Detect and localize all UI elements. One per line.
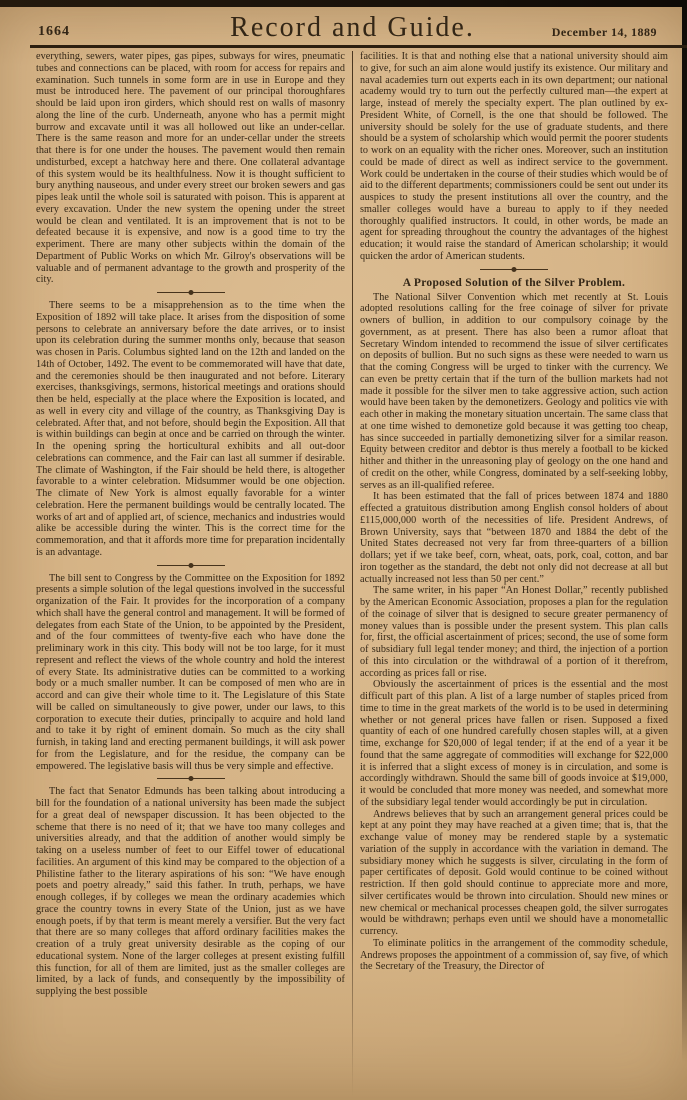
- editorial-paragraph-congress-bill: The bill sent to Congress by the Committee on the Exposition for 1892 presents a simple solution of the legal questions involved in the successful organization of the Fair. It provides for the incorporation of a company which shall have the general control and management. It will be formed of delegates from each State of the Union, to be appointed by the President, and of the four committees of twenty-five each who have done the preliminary work in this city. This body will not be too large, for it must represent and reflect the views of the whole country and hold the interest of every State. Its administrative duties can be committed to a working body or a much smaller number. It can be composed of men who are in accord and can give their whole time to it. The Legislature of this State will be called on simultaneously to give power, under our laws, to this corporation to execute their duties, principally to acquire and hold land and to take it by right of eminent domain. So much as the city shall furnish, in taking land and erecting permanent buildings, it will ask power for from the Legislature, and for the residue, the company can be empowered. The legislative basis will thus be very simple and effective.: [36, 572, 345, 772]
- publication-title: Record and Guide.: [230, 12, 475, 43]
- divider-dot-icon: [512, 267, 517, 272]
- editorial-paragraph-exposition-date: There seems to be a misapprehension as to the time when the Exposition of 1892 will take place. It arises from the disposition of some persons to celebrate an anniversary before the date arrives, or to insist upon its celebration during the summer months only, because that season was chosen in Paris. Columbus sighted land on the 12th and landed on the 14th of October, 1492. The event to be commemorated will have that date, and the ceremonies should be then inaugurated and not before. Literary exercises, thanksgivings, sermons, historical meetings and orations should then be held, especially at the place where the Exposition is located, and as well in every city and village of the country, as Thanksgiving Day is celebrated. After that, and not before, should begin the Exposition. All that is within buildings can begin at once and be carried on through the winter. In the opening spring the horticultural exhibits and all out-door celebrations can commence, and the Fair can last all summer if desirable. The climate of Washington, if the Fair should be held there, is altogether favorable to a winter celebration. Midsummer would be one objection. The climate of New York is almost equally favorable for a winter celebration. Here the permanent buildings would be centrally located. The works of art and of applied art, of science, mechanics and industries would alike be accessible during the winter. This is the correct time for the commemoration, and that it affords more time for preparation incidentally is an advantage.: [36, 300, 345, 558]
- page-number: 1664: [38, 24, 70, 39]
- silver-paragraph-andrews-plan: Andrews believes that by such an arrangement general prices could be kept at any point they may have reached at a given time; that is, that the exchange value of money may be rendered staple by a systematic variation of the supply in accordance with the variation in demand. The subsidiary money which he suggests is silver, circulating in the form of paper certificates of deposit. Gold would continue to be coined without restriction. If then gold should continue to appreciate more and more, silver certificates would be thrown into circulation. Should new mines or new chemical or mechanical processes cheapen gold, the silver surrogates would be withdrawn; perhaps even until we should have a monometallic currency.: [360, 808, 668, 937]
- editorial-paragraph-national-university: The fact that Senator Edmunds has been talking about introducing a bill for the foundation of a national university has been made the subject for a great deal of newspaper discussion. It has been objected to the scheme that there is no need of it; that we have too many colleges and universities already, and that the addition of another would simply be taking on a useless number of feet to our Eiffel tower of educational facilities. An argument of this kind may be compared to the objection of a Philistine father to the literary aspirations of his son: “We have enough poets and poetry already,” said this father. In truth, perhaps, we have enough colleges, if by colleges we mean the ordinary academies which grace the country towns in every State of the Union, just as we have enough poets, if by that term is meant merely a versifier. But the very fact that there are so many colleges that afford ordinary facilities makes the creation of a truly great university desirable as the coping of our educational system. None of the larger colleges at present existing fulfill this function, for all of them are limited, just as the smaller colleges are limited, by a lack of funds, and consequently by the impossibility of supplying the best possible: [36, 786, 345, 997]
- section-divider: [480, 267, 548, 272]
- two-column-body: [36, 51, 677, 1096]
- silver-paragraph-commission: To eliminate politics in the arrangement of the commodity schedule, Andrews proposes the appointment of a commission of, say five, of which the Secretary of the Treasury, the Director of: [360, 937, 668, 973]
- editorial-paragraph-streets-continued: everything, sewers, water pipes, gas pipes, subways for wires, pneumatic tubes and connections can be placed, with room for access for repairs and examination. Such tunnels in some form are in use in Europe and they must be introduced here. The pavement of our principal thoroughfares should be laid upon iron girders, which should rest on walls of masonry along the line of the curb. Underneath, anyone who has a permit might burrow and excavate until it was all hollowed out like an under-cellar. There is the same reason and more for an under-cellar under the streets that there is for one under the houses. The pavement would then remain undisturbed, except a hatchway here and there. One collateral advantage of this system would be its healthfulness. Now it is thought sufficient to bury anything nauseous, and under every street our broken sewers and gas pipes leak until the whole soil is saturated with poison. This is apparent at every excavation. Under the new system the opening under the street would be clean and ventilated. It is an improvement that is not to be defeated because it is expensive, and now is a good time to try the experiment. There are many other subjects within the domain of the Department of Public Works on which Mr. Gilroy's observations will be valuable and of permanent advantage to the growth and prosperity of the city.: [36, 51, 345, 286]
- silver-paragraph-ascertainment: Obviously the ascertainment of prices is the essential and the most difficult part of this plan. A list of a large number of staples priced from time to time in the great markets of the world is to be used in determining whether or not general prices have fallen or risen. Supposed a fixed quantity of each of one hundred carefully chosen staples will, at a given time, exchange for $20,000 of legal tender; if at the end of a year it be found that the same aggregate of commodities will exchange for $22,000 it is inferred that a slight excess of money is in circulation, and some is accordingly withdrawn. Should the same bill of goods invoice at $19,000, it would be concluded that more money was needed, and somewhat more of the subsidiary legal tender would accordingly be put in circulation.: [360, 679, 668, 808]
- editorial-paragraph-university-continued: facilities. It is that and nothing else that a national university should aim to give, for such an aim alone would justify its existence. Our military and naval academies turn out experts each in its own department; our national academy would try to turn out the perfectly cultured man—the expert at large, instead of merely the specialty expert. The plan outlined by ex-President White, of Cornell, is the one that should be followed. The university should be solely for the use of graduate students, and there should be a system of scholarship which would permit the poorer students to work on an equality with the richer ones. Moreover, such an institution could be made of direct as well as indirect service to the government. Work could be undertaken in the course of their studies which would be of aid to the different departments; commissioners could be sent out under its auspices to study the present institutions all over the country, and the smaller colleges would have a bureau to apply to if they needed thoroughly qualified instructors. It could, in other words, be made an agent for spreading throughout the country the advantages of the highest education; it would raise the standard of American scholarship; it would quicken the ardor of American students.: [360, 51, 668, 262]
- section-divider: [157, 290, 225, 295]
- scan-edge-top: [0, 0, 687, 7]
- divider-dot-icon: [188, 776, 193, 781]
- article-heading-silver-problem: A Proposed Solution of the Silver Problem.: [402, 276, 626, 289]
- masthead: [34, 10, 671, 42]
- silver-paragraph-convention: The National Silver Convention which met recently at St. Louis adopted resolutions calling for the free coinage of silver for private owners of bullion, in addition to our compulsory coinage by the government, as at present. There has also been a rumor afloat that Secretary Windom intended to recommend the issue of silver certificates on deposits of bullion. But no such signs as these were needed to warn us that the coming Congress will be urged to tinker with the currency. We can even be pretty certain that if the turn of the bullion markets had not made it possible for the silver men to take aggressive action, such action would have been taken by the demonetizers. Geology and politics vie with each other in making the monetary situation uncertain. The same class that at one time wished to demonetize gold because it was getting too cheap, has since succeeded in partially demonetizing silver for a similar reason. Equity between creditor and debtor is thus merely a football to be kicked hither and thither in the unreasoning play of geology on the one hand and of credit on the other, while Congress, dominated by a self-seeking lobby, serves as an ill-qualified referee.: [360, 291, 668, 491]
- section-divider: [157, 563, 225, 568]
- silver-paragraph-honest-dollar: The same writer, in his paper “An Honest Dollar,” recently published by the American Economic Association, proposes a plan for the regulation of the coinage of silver that is designed to secure greater permanency of money values than is possible under the present system. This plan calls for, first, the official ascertainment of prices; second, the use of some form of subsidiary full legal tender money; and third, the injection of a portion of this into circulation or the withdrawal of a portion of it therefrom, according as prices fall or rise.: [360, 585, 668, 679]
- scan-edge-right: [682, 0, 687, 1062]
- divider-dot-icon: [188, 563, 193, 568]
- silver-paragraph-prices-fall: It has been estimated that the fall of prices between 1874 and 1880 effected a gratuitous distribution among English consol holders of about £115,000,000 worth of the necessities of life. President Andrews, of Brown University, says that “between 1870 and 1884 the debt of the United States decreased not very far from three-quarters of a billion dollars; yet if we take beef, corn, wheat, oats, pork, coal, cotton, and bar iron together as the standard, the debt not only did not decrease at all but actually increased not less than 50 per cent.”: [360, 491, 668, 585]
- right-column: [353, 51, 677, 1096]
- left-column: [36, 51, 352, 1096]
- masthead-rule: [30, 45, 687, 48]
- divider-dot-icon: [188, 290, 193, 295]
- issue-date: December 14, 1889: [551, 25, 657, 39]
- section-divider: [157, 776, 225, 781]
